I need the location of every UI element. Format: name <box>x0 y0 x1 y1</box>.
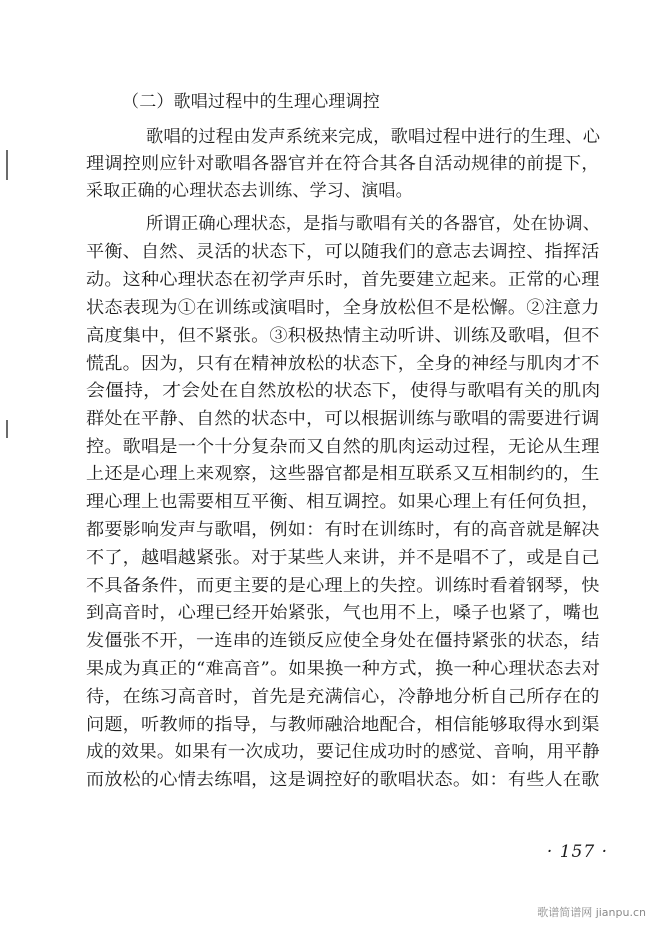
body-line: 动。这种心理状态在初学声乐时，首先要建立起来。正常的心理 <box>86 270 600 290</box>
body-line: 会僵持，才会处在自然放松的状态下，使得与歌唱有关的肌肉 <box>86 381 601 401</box>
body-line: 不了，越唱越紧张。对于某些人来讲，并不是唱不了，或是自己 <box>86 548 600 568</box>
body-line: 成的效果。如果有一次成功，要记住成功时的感觉、音响，用平静 <box>86 742 600 762</box>
body-line: 上还是心理上来观察，这些器官都是相互联系又互相制约的，生 <box>86 464 600 484</box>
body-line: 群处在平静、自然的状态中，可以根据训练与歌唱的需要进行调 <box>86 409 600 429</box>
body-line: 待，在练习高音时，首先是充满信心，冷静地分析自己所存在的 <box>86 687 600 707</box>
body-line: 状态表现为①在训练或演唱时，全身放松但不是松懈。②注意力 <box>86 298 600 318</box>
body-line: 问题，听教师的指导，与教师融洽地配合，相信能够取得水到渠 <box>86 715 600 735</box>
section-heading: （二）歌唱过程中的生理心理调控 <box>122 92 380 112</box>
body-line: 都要影响发声与歌唱，例如：有时在训练时，有的高音就是解决 <box>86 520 600 540</box>
body-line: 采取正确的心理状态去训练、学习、演唱。 <box>86 181 413 201</box>
body-line: 发僵张不开，一连串的连锁反应使全身处在僵持紧张的状态，结 <box>86 631 600 651</box>
page-number: · 157 · <box>546 842 608 862</box>
body-line: 所谓正确心理状态，是指与歌唱有关的各器官，处在协调、 <box>146 214 601 234</box>
body-line: 而放松的心情去练唱，这是调控好的歌唱状态。如：有些人在歌 <box>86 770 600 790</box>
body-line: 高度集中，但不紧张。③积极热情主动听讲、训练及歌唱，但不 <box>86 326 600 346</box>
body-line: 慌乱。因为，只有在精神放松的状态下，全身的神经与肌肉才不 <box>86 354 600 374</box>
scan-edge-mark <box>6 420 8 438</box>
scan-edge-mark <box>6 150 8 180</box>
body-line: 不具备条件，而更主要的是心理上的失控。训练时看着钢琴，快 <box>86 576 600 596</box>
body-line: 平衡、自然、灵活的状态下，可以随我们的意志去调控、指挥活 <box>86 242 600 262</box>
body-line: 理调控则应针对歌唱各器官并在符合其各自活动规律的前提下， <box>86 154 600 174</box>
site-watermark: 歌谱简谱网 jianpu.cn <box>537 906 646 919</box>
body-line: 歌唱的过程由发声系统来完成，歌唱过程中进行的生理、心 <box>146 127 601 147</box>
body-line: 理心理上也需要相互平衡、相互调控。如果心理上有任何负担， <box>86 492 600 512</box>
body-line: 到高音时，心理已经开始紧张，气也用不上，嗓子也紧了，嘴也 <box>86 603 600 623</box>
body-line: 控。歌唱是一个十分复杂而又自然的肌肉运动过程，无论从生理 <box>86 437 600 457</box>
body-line: 果成为真正的“难高音”。如果换一种方式，换一种心理状态去对 <box>86 659 601 679</box>
